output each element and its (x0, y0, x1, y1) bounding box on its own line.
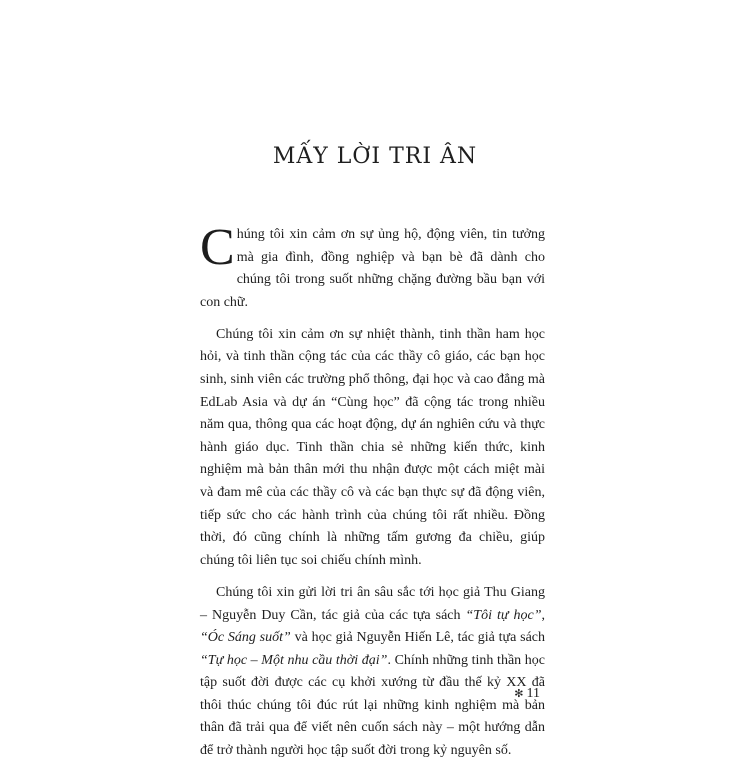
paragraph-3-text-a: Chúng tôi xin gửi lời tri ân sâu sắc tới học giả Thu Giang – Nguyễn Duy Cần, tác giả của các tựa sách (200, 584, 545, 623)
asterisk-ornament-icon: ✻ (514, 688, 524, 700)
paragraph-1-text: húng tôi xin cảm ơn sự ủng hộ, động viên, tin tưởng mà gia đình, đồng nghiệp và bạn bè đã dành cho chúng tôi trong suốt những chặng đường bầu bạn với con chữ. (200, 227, 545, 310)
paragraph-1 (200, 219, 545, 314)
book-title-tu-hoc: “Tự học – Một nhu cầu thời đại” (200, 652, 388, 668)
page-number: 11 (526, 686, 540, 701)
book-title-oc-sang-suot: “Óc Sáng suốt” (200, 630, 291, 646)
page-title: MẤY LỜI TRI ÂN (272, 144, 478, 169)
page-folio (514, 686, 540, 702)
paragraph-2: Chúng tôi xin cảm ơn sự nhiệt thành, tinh thần ham học hỏi, và tinh thần cộng tác của các thầy cô giáo, các bạn học sinh, sinh viên các trường phổ thông, đại học và cao đẳng mà EdLab Asia và dự án “Cùng học” đã cộng tác trong nhiều năm qua, thông qua các hoạt động, dự án nghiên cứu và thực hành giáo dục. Tinh thần chia sẻ những kiến thức, kinh nghiệm mà bản thân mới thu nhận được một cách miệt mài và đam mê của các thầy cô và các bạn thực sự đã động viên, tiếp sức cho các hành trình của chúng tôi rất nhiều. Đồng thời, đó cũng chính là những tấm gương đa chiều, giúp chúng tôi liên tục soi chiếu chính mình. (200, 326, 545, 568)
paragraph-3 (200, 582, 545, 763)
paragraph-3-text-b: , (541, 607, 545, 623)
drop-cap: C (200, 219, 235, 276)
paragraph-3-text-d: . Chính những tinh thần học tập suốt đời được các cụ khởi xướng từ đầu thế kỷ XX đã thôi thúc chúng tôi đúc rút lại những kinh nghiệm mà bản thân đã trải qua để viết nên cuốn sách này – một hướng dẫn để trở thành người học tập suốt đời trong kỷ nguyên số. (200, 652, 545, 759)
book-title-toi-tu-hoc: “Tôi tự học” (465, 607, 542, 623)
body-text (200, 219, 546, 772)
paragraph-3-text-c: và học giả Nguyễn Hiến Lê, tác giả tựa sách (290, 630, 546, 646)
